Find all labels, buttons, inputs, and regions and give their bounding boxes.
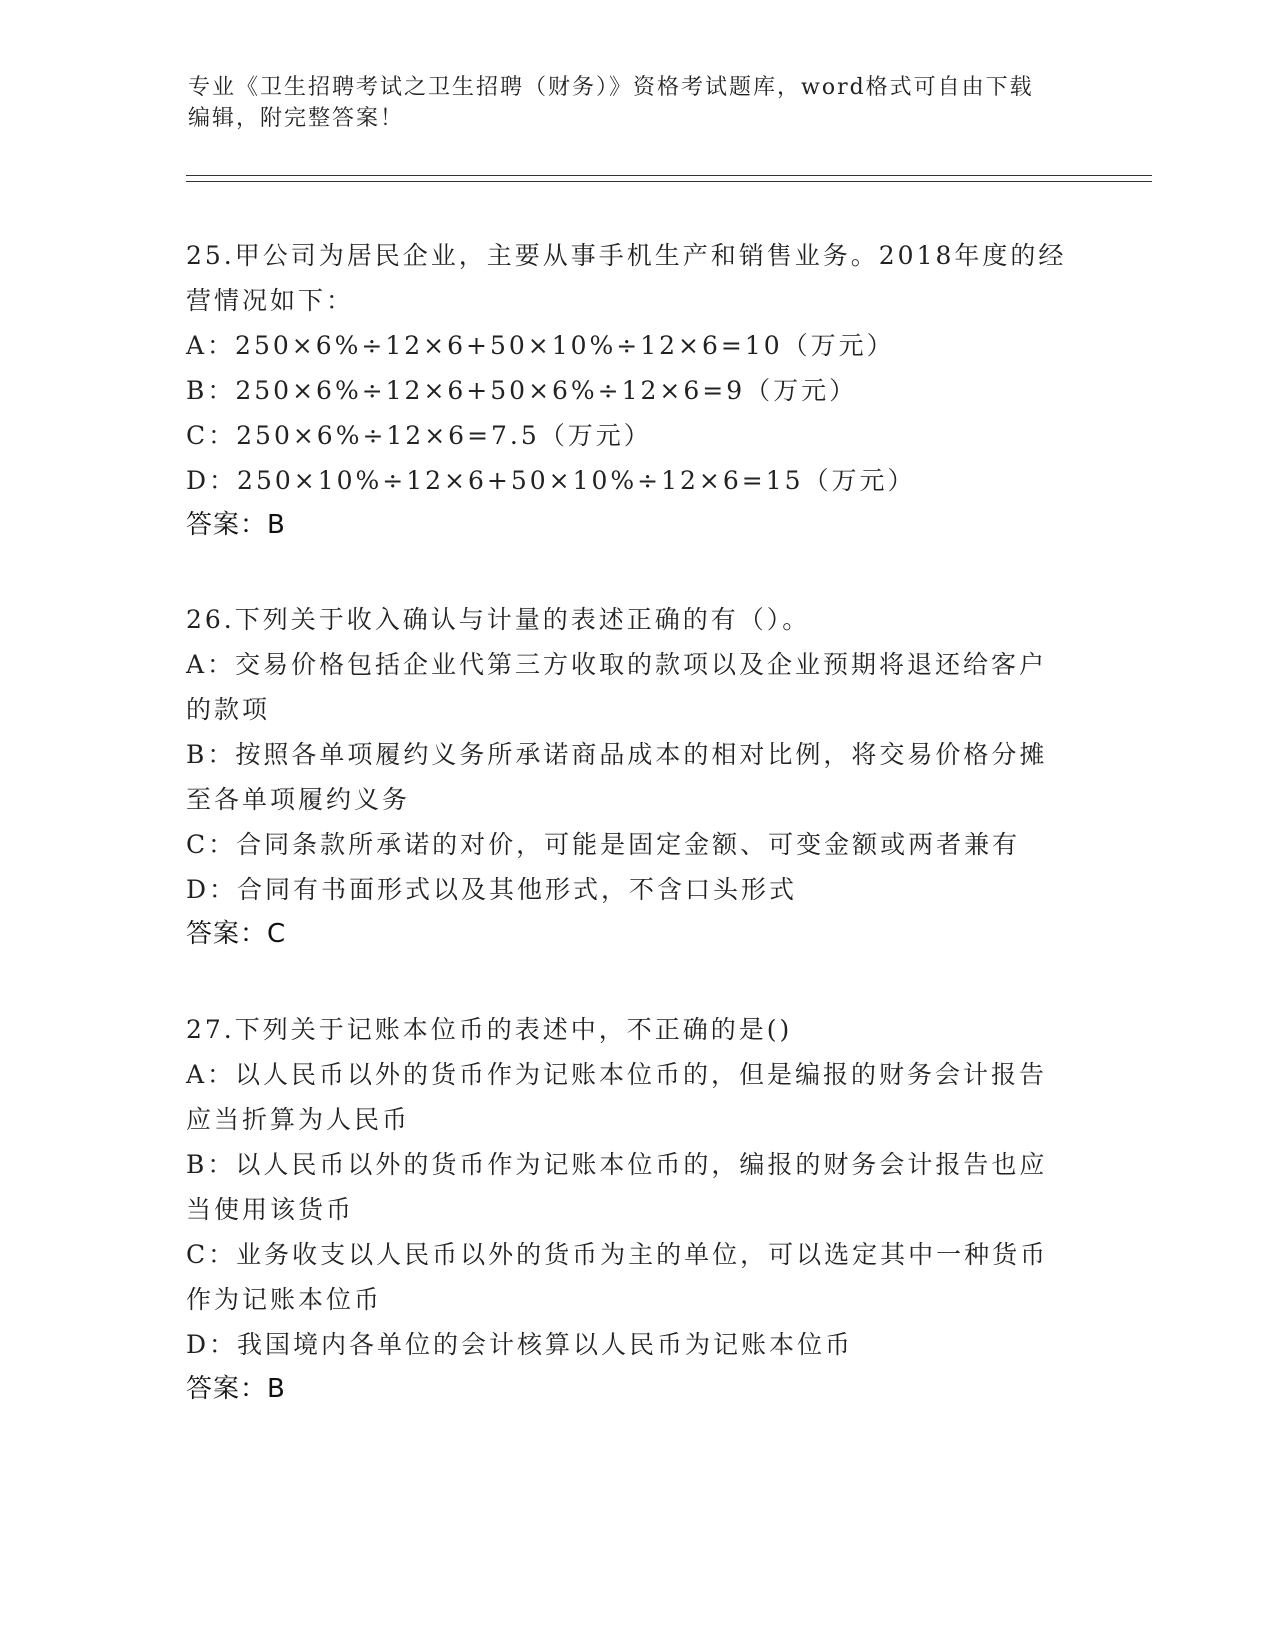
option-c: C：合同条款所承诺的对价，可能是固定金额、可变金额或两者兼有 (186, 830, 1021, 859)
option-c: C：业务收支以人民币以外的货币为主的单位，可以选定其中一种货币 (186, 1240, 1049, 1269)
answer-label: 答案：B (186, 510, 286, 540)
header-divider-top (186, 175, 1152, 176)
header-divider-bottom (186, 181, 1152, 182)
option-a: A：交易价格包括企业代第三方收取的款项以及企业预期将退还给客户 (186, 650, 1048, 679)
option-b: B：以人民币以外的货币作为记账本位币的，编报的财务会计报告也应 (186, 1150, 1048, 1179)
option-a-continued: 应当折算为人民币 (186, 1105, 411, 1134)
question-stem: 25.甲公司为居民企业，主要从事手机生产和销售业务。2018年度的经 (186, 241, 1067, 270)
document-header (188, 72, 1088, 134)
option-d: D：250×10%÷12×6+50×10%÷12×6=15（万元） (186, 466, 916, 495)
answer-label: 答案：B (186, 1374, 286, 1404)
option-a-continued: 的款项 (186, 695, 271, 724)
answer-label: 答案：C (186, 919, 287, 949)
question-27 (186, 1007, 1086, 1412)
header-line-2: 编辑，附完整答案！ (188, 106, 405, 131)
option-a: A：250×6%÷12×6+50×10%÷12×6=10（万元） (186, 331, 895, 360)
option-c-continued: 作为记账本位币 (186, 1285, 383, 1314)
question-25 (186, 233, 1086, 548)
question-stem: 26.下列关于收入确认与计量的表述正确的有（）。 (186, 605, 811, 634)
option-d: D：我国境内各单位的会计核算以人民币为记账本位币 (186, 1330, 854, 1359)
option-b: B：250×6%÷12×6+50×6%÷12×6=9（万元） (186, 376, 858, 405)
header-line-1: 专业《卫生招聘考试之卫生招聘（财务）》资格考试题库，word格式可自由下载 (188, 75, 1034, 100)
option-c: C：250×6%÷12×6=7.5（万元） (186, 421, 652, 450)
option-d: D：合同有书面形式以及其他形式，不含口头形式 (186, 875, 798, 904)
option-a: A：以人民币以外的货币作为记账本位币的，但是编报的财务会计报告 (186, 1060, 1048, 1089)
question-stem: 27.下列关于记账本位币的表述中，不正确的是() (186, 1015, 793, 1044)
option-b: B：按照各单项履约义务所承诺商品成本的相对比例，将交易价格分摊 (186, 740, 1048, 769)
option-b-continued: 当使用该货币 (186, 1195, 355, 1224)
option-b-continued: 至各单项履约义务 (186, 785, 411, 814)
question-stem-continued: 营情况如下： (186, 286, 355, 315)
question-26 (186, 597, 1086, 957)
